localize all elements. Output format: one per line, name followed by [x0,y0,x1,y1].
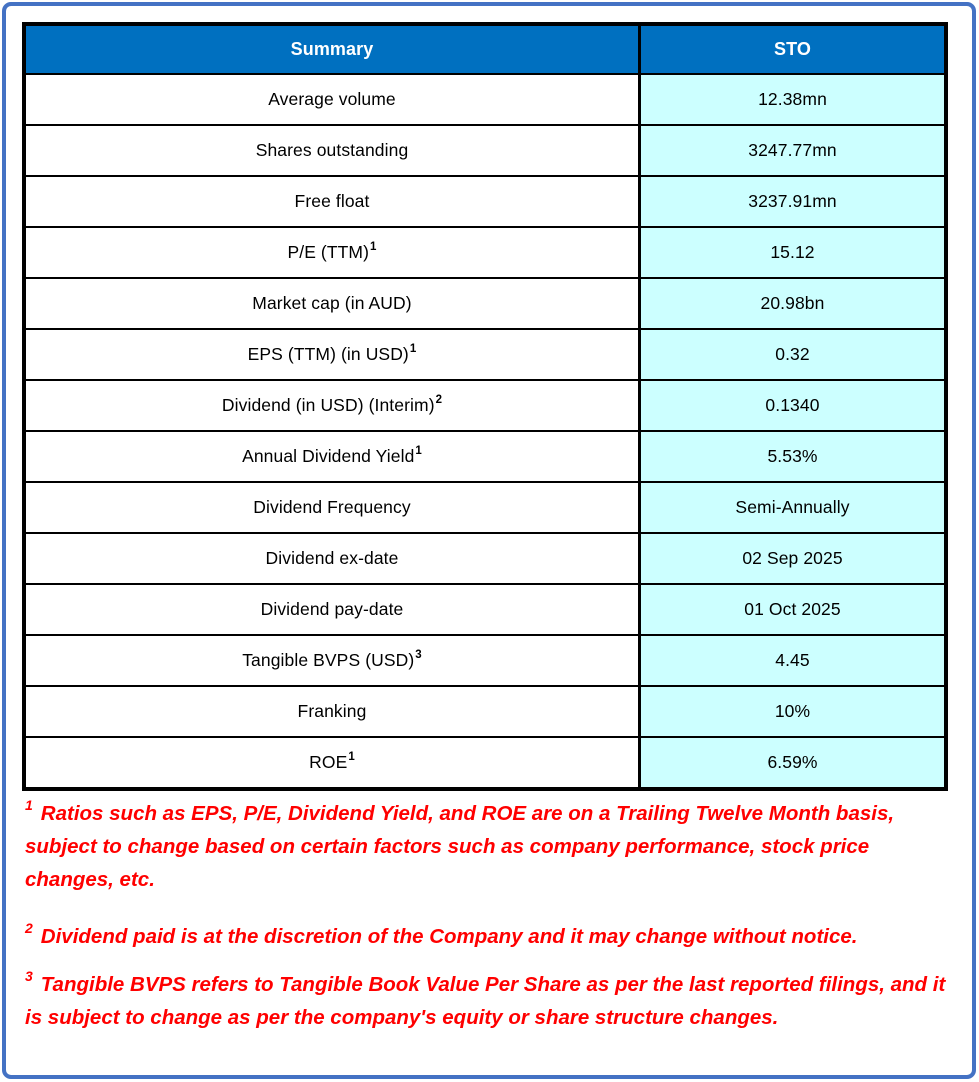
summary-label-cell [26,534,641,583]
sto-value-cell [641,330,944,379]
sto-value-cell [641,687,944,736]
table-row-free-float [26,175,944,226]
footnote-text-2: Dividend paid is at the discretion of the Company and it may change without notice. [40,925,858,948]
row-value: 15.12 [770,242,815,262]
row-value: 20.98bn [760,293,825,313]
table-header-row [26,26,944,73]
sto-value-cell [641,228,944,277]
sto-value-cell [641,534,944,583]
table-row-market-cap [26,277,944,328]
summary-label-cell [26,279,641,328]
footnote-dividend-discretion [25,920,947,953]
row-value: 12.38mn [758,89,827,109]
footnote-sup-1: 1 [25,797,33,814]
row-value: 4.45 [775,650,810,670]
summary-label-cell: P/E (TTM) $^1$ [26,228,641,277]
table-row-average-volume [26,73,944,124]
summary-label-cell [26,75,641,124]
row-value: 3237.91mn [748,191,837,211]
row-value: 0.32 [775,344,810,364]
row-label: Market cap (in AUD) [252,293,412,313]
sto-header-cell [641,26,944,73]
summary-label-cell: EPS (TTM) (in USD) $^1$ [26,330,641,379]
footnote-text-3: Tangible BVPS refers to Tangible Book Value Per Share as per the last reported filings, and it is subject to change as per the company's equity or share structure changes. [25,973,946,1029]
table-row-eps-ttm [26,328,944,379]
sto-value-cell [641,483,944,532]
row-label: Franking [297,701,367,721]
row-value: 10% [774,701,811,721]
row-label: P/E (TTM) [287,242,370,262]
row-label: Tangible BVPS (USD) [242,650,415,670]
row-label: ROE [309,752,348,772]
sto-value-cell [641,279,944,328]
sto-value-cell [641,738,944,787]
sto-value-cell [641,381,944,430]
summary-header-cell [26,26,641,73]
table-row-franking [26,685,944,736]
footnotes-section [25,797,947,1034]
row-label: Free float [294,191,370,211]
footnote-ttm-ratios [25,797,947,896]
row-label: Shares outstanding [255,140,409,160]
footnote-sup-3: 3 [25,968,33,985]
row-label: Annual Dividend Yield [242,446,415,466]
summary-label-cell [26,483,641,532]
row-label: Dividend (in USD) (Interim) [221,395,435,415]
sto-value-cell [641,126,944,175]
row-label: EPS (TTM) (in USD) [247,344,409,364]
table-row-dividend-interim [26,379,944,430]
table-row-shares-outstanding [26,124,944,175]
row-label: Average volume [268,89,396,109]
sto-value-cell [641,432,944,481]
row-label: Dividend Frequency [253,497,411,517]
row-value: 01 Oct 2025 [744,599,841,619]
row-value: 5.53% [767,446,818,466]
sto-value-cell [641,636,944,685]
footnote-sup-2: 2 [25,920,33,937]
summary-label-cell [26,126,641,175]
summary-label-cell: Dividend (in USD) (Interim) $^2$ [26,381,641,430]
sto-value-cell [641,585,944,634]
sto-value-cell [641,177,944,226]
summary-label-cell [26,687,641,736]
table-row-dividend-pay-date [26,583,944,634]
footnote-tangible-bvps [25,968,947,1034]
summary-label-cell: Tangible BVPS (USD) $^3$ [26,636,641,685]
summary-label-cell: Annual Dividend Yield $^1$ [26,432,641,481]
row-value: 0.1340 [765,395,820,415]
row-value: 6.59% [767,752,818,772]
sto-header-label: STO [774,39,811,59]
table-row-dividend-frequency [26,481,944,532]
table-row-annual-dividend-yield [26,430,944,481]
summary-label-cell [26,585,641,634]
row-value: 3247.77mn [748,140,837,160]
table-row-pe-ttm [26,226,944,277]
row-label: Dividend pay-date [260,599,404,619]
summary-label-cell: ROE $^1$ [26,738,641,787]
table-row-roe [26,736,944,787]
row-label: Dividend ex-date [265,548,399,568]
row-value: 02 Sep 2025 [742,548,843,568]
table-row-dividend-ex-date [26,532,944,583]
footnote-text-1: Ratios such as EPS, P/E, Dividend Yield, and ROE are on a Trailing Twelve Month basis, subject to change based on certain factors such as company performance, stock price changes, etc. [25,802,895,891]
sto-value-cell [641,75,944,124]
summary-table [22,22,948,791]
summary-header-label: Summary [290,39,374,59]
summary-label-cell [26,177,641,226]
table-row-tangible-bvps [26,634,944,685]
row-value: Semi-Annually [735,497,850,517]
